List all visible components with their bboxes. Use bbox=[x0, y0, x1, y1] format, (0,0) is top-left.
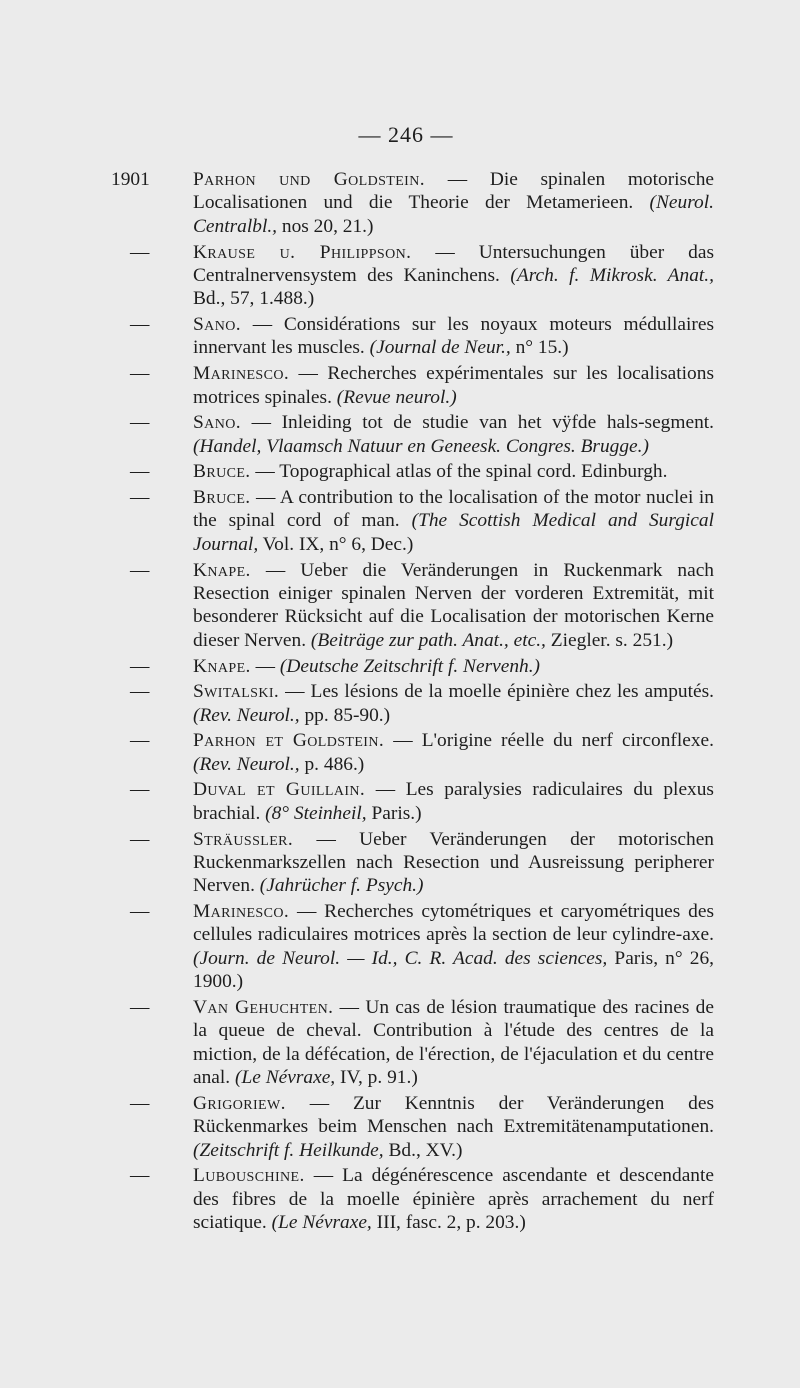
entry-dash: — bbox=[130, 461, 150, 483]
entry-source: (Le Névraxe, bbox=[271, 1212, 372, 1234]
entry-details: n° 15.) bbox=[515, 337, 569, 359]
entry-author: Parhon et Goldstein. bbox=[193, 730, 385, 752]
bibliography-entry bbox=[0, 168, 800, 238]
entry-author: Duval et Guillain. bbox=[193, 779, 366, 801]
entry-year: 1901 bbox=[111, 169, 150, 190]
entry-dash: — bbox=[130, 681, 150, 703]
entry-source: (Zeitschrift f. Heilkunde, bbox=[193, 1139, 384, 1161]
entry-source: (Le Névraxe, bbox=[235, 1067, 336, 1089]
entry-source: (Handel, Vlaamsch Natuur en Geneesk. Congres. Brugge.) bbox=[193, 435, 649, 457]
entry-dash: — bbox=[130, 241, 150, 263]
entry-author: Switalski. bbox=[193, 681, 280, 703]
entry-details: Ziegler. s. 251.) bbox=[550, 629, 674, 651]
entry-details: Paris, n° 26, 1900.) bbox=[193, 947, 714, 993]
entry-author: Bruce. bbox=[193, 487, 251, 509]
entry-details: Bd., 57, 1.488.) bbox=[193, 288, 315, 310]
entry-source: (Rev. Neurol., bbox=[193, 753, 300, 775]
entry-title: — Les lésions de la moelle épinière chez les amputés. bbox=[285, 681, 715, 703]
entry-source: (The Scottish Medical and Surgical Journal, bbox=[193, 510, 714, 555]
page-number: — 246 — bbox=[358, 122, 454, 147]
entry-author: Sano. bbox=[193, 412, 241, 434]
entry-source: (Arch. f. Mikrosk. Anat., bbox=[510, 264, 714, 286]
bibliography-entry bbox=[0, 900, 800, 994]
entry-author: Grigoriew. bbox=[193, 1092, 286, 1114]
entry-author: Knape. bbox=[193, 655, 251, 677]
entry-title: — bbox=[255, 655, 276, 677]
entry-title: — Ueber Veränderungen der motorischen Ruckenmarkszellen nach Resection und Ausreissung peripherer Nerven. bbox=[193, 828, 714, 897]
bibliography-entry bbox=[0, 559, 800, 653]
entry-author: Krause u. Philippson. bbox=[193, 241, 412, 263]
entry-source: (Journ. de Neurol. — Id., C. R. Acad. des sciences, bbox=[193, 947, 608, 969]
entry-source: (Neurol. Centralbl., bbox=[193, 192, 714, 237]
bibliography-entry bbox=[0, 362, 800, 409]
bibliography-entry bbox=[0, 778, 800, 825]
entry-author: Marinesco. bbox=[193, 363, 290, 385]
entry-title: — Ueber die Veränderungen in Ruckenmark nach Resection einiger spinalen Nerven der vorderen Extremität, mit besonderer Rücksicht auf die Localisation der motorischen Kerne dieser Nerven. bbox=[193, 559, 714, 651]
entry-dash: — bbox=[130, 828, 150, 850]
bibliography-entry bbox=[0, 996, 800, 1090]
entry-dash: — bbox=[130, 412, 150, 434]
bibliography-entry bbox=[0, 486, 800, 556]
entry-source: (Beiträge zur path. Anat., etc., bbox=[310, 629, 546, 651]
entry-details: Vol. IX, n° 6, Dec.) bbox=[262, 533, 414, 555]
entry-details: pp. 85-90.) bbox=[304, 704, 391, 726]
entry-dash: — bbox=[130, 996, 150, 1018]
entry-source: (8° Steinheil, bbox=[265, 802, 367, 824]
entry-dash: — bbox=[130, 363, 150, 385]
entry-author: Van Gehuchten. bbox=[193, 996, 334, 1018]
entry-details: nos 20, 21.) bbox=[281, 215, 374, 237]
entry-dash: — bbox=[130, 779, 150, 801]
entry-details: Paris.) bbox=[371, 802, 422, 824]
entry-title: — La dégénérescence ascendante et descendante des fibres de la moelle épinière après arrachement du nerf sciatique. bbox=[193, 1165, 714, 1234]
entry-source: (Revue neurol.) bbox=[336, 386, 457, 408]
entry-dash: — bbox=[130, 655, 150, 677]
entry-author: Marinesco. bbox=[193, 901, 290, 923]
entry-title: — Recherches expérimentales sur les localisations motrices spinales. bbox=[193, 363, 714, 408]
entry-dash: — bbox=[130, 487, 150, 509]
entry-title: — A contribution to the localisation of the motor nuclei in the spinal cord of man. bbox=[193, 487, 714, 532]
entry-author: Sano. bbox=[193, 314, 241, 336]
entry-dash: — bbox=[130, 559, 150, 581]
entry-source: (Journal de Neur., bbox=[369, 337, 511, 359]
entry-title: — Un cas de lésion traumatique des racines de la queue de cheval. Contribution à l'étude des centres de la miction, de la défécation, de l'érection, de l'éjaculation et du centre anal. bbox=[193, 996, 714, 1089]
entry-details: III, fasc. 2, p. 203.) bbox=[376, 1212, 526, 1234]
entry-title: — Topographical atlas of the spinal cord. Edinburgh. bbox=[255, 461, 668, 483]
entry-title: — Inleiding tot de studie van het vÿfde hals-segment. bbox=[251, 412, 714, 434]
entry-dash: — bbox=[130, 1165, 150, 1187]
bibliography-entry bbox=[0, 1164, 800, 1234]
entry-dash: — bbox=[130, 314, 150, 336]
bibliography-entry bbox=[0, 313, 800, 360]
entry-title: — Les paralysies radiculaires du plexus brachial. bbox=[193, 779, 714, 824]
entry-dash: — bbox=[130, 901, 150, 923]
entry-title: — Considérations sur les noyaux moteurs médullaires innervant les muscles. bbox=[193, 314, 715, 359]
entry-author: Bruce. bbox=[193, 461, 251, 483]
bibliography-entry bbox=[0, 1092, 800, 1162]
bibliography-entry bbox=[0, 828, 800, 898]
entry-title: — L'origine réelle du nerf circonflexe. bbox=[393, 730, 714, 752]
entry-title: — Recherches cytométriques et caryométriques des cellules radiculaires motrices après la section de leur cylindre-axe. bbox=[193, 901, 714, 946]
bibliography-entry bbox=[0, 655, 800, 678]
bibliography-list bbox=[0, 168, 800, 1235]
entry-source: (Rev. Neurol., bbox=[193, 704, 300, 726]
entry-author: Knape. bbox=[193, 559, 251, 581]
bibliography-entry bbox=[0, 680, 800, 727]
entry-author: Sträussler. bbox=[193, 828, 294, 850]
entry-details: Bd., XV.) bbox=[388, 1139, 463, 1161]
bibliography-entry bbox=[0, 729, 800, 776]
bibliography-entry bbox=[0, 411, 800, 458]
entry-author: Lubouschine. bbox=[193, 1165, 305, 1187]
entry-details: IV, p. 91.) bbox=[340, 1067, 418, 1089]
entry-title: — Untersuchungen über das Centralnervensystem des Kaninchens. bbox=[193, 241, 714, 286]
entry-dash: — bbox=[130, 1092, 150, 1114]
entry-source: (Jahrücher f. Psych.) bbox=[259, 875, 424, 897]
bibliography-entry bbox=[0, 460, 800, 483]
bibliography-entry bbox=[0, 241, 800, 311]
entry-author: Parhon und Goldstein. bbox=[193, 169, 425, 190]
entry-details: p. 486.) bbox=[304, 753, 365, 775]
entry-dash: — bbox=[130, 730, 150, 752]
entry-title: — Zur Kenntnis der Veränderungen des Rückenmarkes beim Menschen nach Extremitätenamputationen. bbox=[193, 1092, 714, 1138]
entry-source: (Deutsche Zeitschrift f. Nervenh.) bbox=[279, 655, 541, 677]
entry-title: — Die spinalen motorische Localisationen und die Theorie der Metamerieen. bbox=[193, 169, 714, 214]
